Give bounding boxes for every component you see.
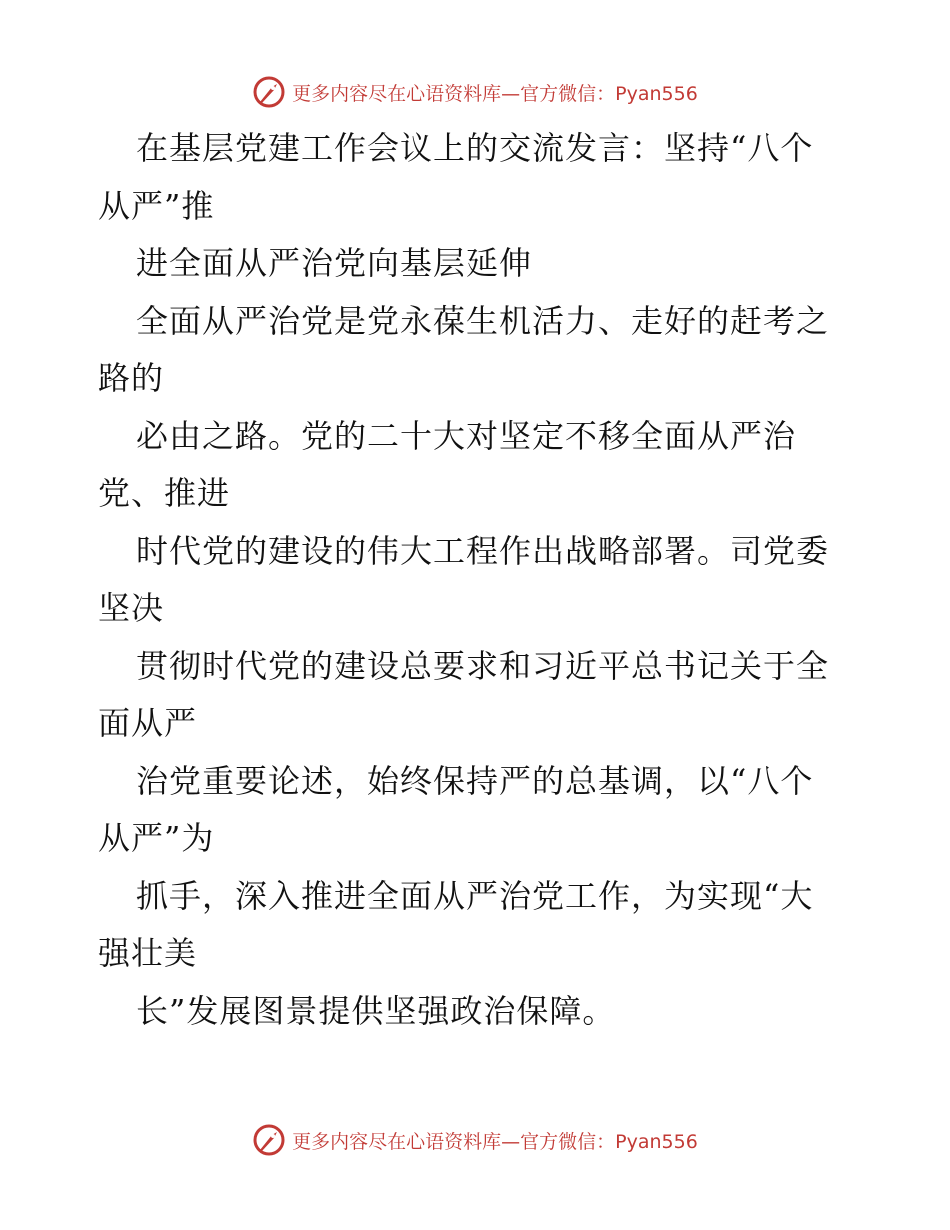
text-line: 坚决	[98, 589, 165, 627]
header-banner	[0, 72, 950, 112]
text-line: 面从严	[98, 704, 198, 742]
text-line: 治党重要论述，始终保持严的总基调，以“八个	[136, 761, 814, 800]
header-banner-text: 更多内容尽在心语资料库—官方微信：Pyan556	[292, 82, 698, 105]
text-line: 在基层党建工作会议上的交流发言：坚持“八个	[136, 129, 814, 167]
text-line: 贯彻时代党的建设总要求和习近平总书记关于全	[136, 646, 830, 685]
text-line: 全面从严治党是党永葆生机活力、走好的赶考之	[136, 301, 830, 340]
text-line: 从严”为	[98, 819, 215, 857]
text-line: 长”发展图景提供坚强政治保障。	[136, 991, 616, 1030]
pen-nib-logo-icon	[252, 75, 286, 109]
text-line: 必由之路。党的二十大对坚定不移全面从严治	[136, 416, 797, 455]
footer-banner-text: 更多内容尽在心语资料库—官方微信：Pyan556	[292, 1130, 698, 1153]
text-line: 进全面从严治党向基层延伸	[136, 244, 533, 282]
text-line: 路的	[98, 359, 165, 397]
text-line: 党、推进	[98, 474, 231, 512]
text-line: 强壮美	[98, 934, 198, 972]
text-line: 抓手，深入推进全面从严治党工作，为实现“大	[136, 876, 814, 915]
footer-banner	[0, 1120, 950, 1160]
document-body	[98, 120, 858, 1040]
text-line: 时代党的建设的伟大工程作出战略部署。司党委	[136, 531, 830, 570]
text-line: 从严”推	[98, 186, 215, 225]
pen-nib-logo-icon	[252, 1123, 286, 1157]
